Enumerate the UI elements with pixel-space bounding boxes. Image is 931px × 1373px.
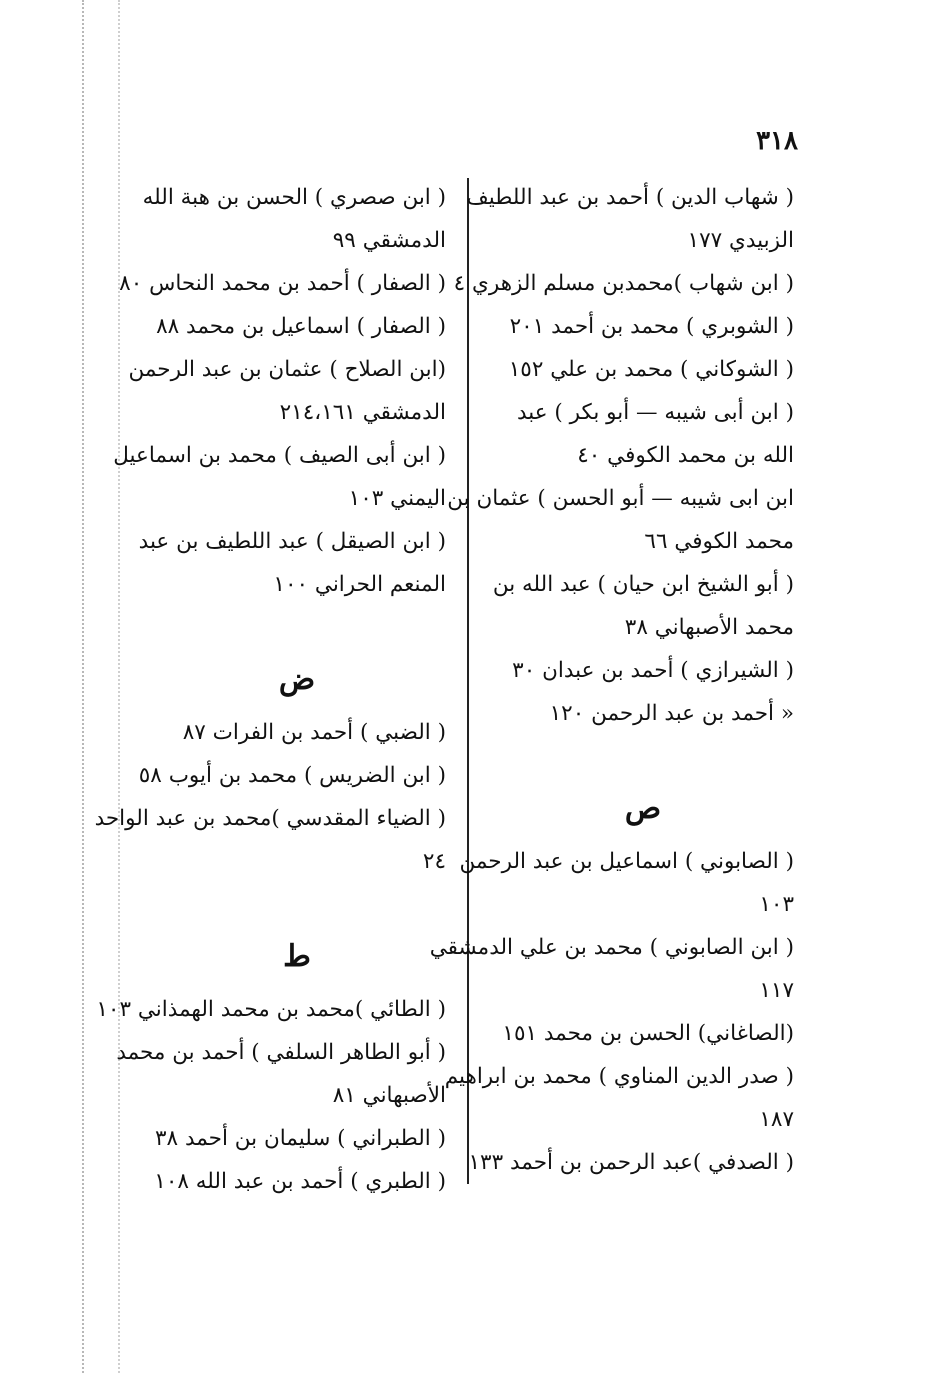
index-entry: ( أبو الطاهر السلفي ) أحمد بن محمد (116, 1040, 446, 1065)
index-entry: ( الصابوني ) اسماعيل بن عبد الرحمن (459, 849, 794, 874)
index-entry: ( الطبراني ) سليمان بن أحمد ٣٨ (155, 1126, 446, 1151)
index-entry: ( ابن الصابوني ) محمد بن علي الدمشقي (429, 935, 794, 960)
index-entry: اليمني ١٠٣ (348, 486, 446, 511)
index-entry: ( الضياء المقدسي )محمد بن عبد الواحد (94, 806, 446, 831)
index-entry: ( الطائي )محمد بن محمد الهمذاني ١٠٣ (96, 997, 446, 1022)
index-entry: (الصاغاني) الحسن بن محمد ١٥١ (502, 1021, 794, 1046)
index-entry: ( صدر الدين المناوي ) محمد بن ابراهيم (444, 1064, 794, 1089)
index-entry: ابن ابى شيبه — أبو الحسن ) عثمان بن (447, 486, 794, 511)
scan-margin-dots (118, 0, 120, 1373)
section-letter-heading: ط (283, 939, 311, 974)
index-entry: المنعم الحراني ١٠٠ (273, 572, 446, 597)
spacer (148, 883, 446, 926)
index-entry: ( الشيرازي ) أحمد بن عبدان ٣٠ (512, 658, 794, 683)
index-entry: ( الصدفي )عبد الرحمن بن أحمد ١٣٣ (468, 1150, 794, 1175)
index-entry: ( ابن أبى الصيف ) محمد بن اسماعيل (113, 443, 446, 468)
section-letter-heading: ص (624, 791, 662, 826)
index-column-left (94, 176, 446, 1203)
index-entry: الدمشقي ٢١٤،١٦١ (279, 400, 446, 425)
index-entry: (ابن الصلاح ) عثمان بن عبد الرحمن (128, 357, 446, 382)
index-entry: ( ابن أبى شيبه — أبو بكر ) عبد (516, 400, 794, 425)
index-entry: ( أبو الشيخ ابن حيان ) عبد الله بن (492, 572, 794, 597)
index-entry: ( ابن الضريس ) محمد بن أيوب ٥٨ (138, 763, 446, 788)
section-letter-heading: ض (278, 662, 316, 697)
index-entry: ( الضبي ) أحمد بن الفرات ٨٧ (182, 720, 446, 745)
index-entry: ١١٧ (759, 978, 794, 1003)
index-entry: الله بن محمد الكوفي ٤٠ (577, 443, 794, 468)
index-entry: الزبيدي ١٧٧ (687, 228, 794, 253)
index-entry: ( شهاب الدين ) أحمد بن عبد اللطيف (466, 185, 794, 210)
column-divider (467, 178, 469, 1184)
spacer (148, 606, 446, 649)
index-entry: الأصبهاني ٨١ (332, 1083, 446, 1108)
spacer (492, 735, 794, 778)
index-entry: محمد الأصبهاني ٣٨ (624, 615, 794, 640)
index-entry: ( الصفار ) اسماعيل بن محمد ٨٨ (156, 314, 446, 339)
scan-margin-dots (82, 0, 84, 1373)
index-entry: ( الصفار ) أحمد بن محمد النحاس ٨٠ (119, 271, 446, 296)
index-entry: ١٠٣ (759, 892, 794, 917)
index-entry: ( الطبري ) أحمد بن عبد الله ١٠٨ (154, 1169, 446, 1194)
index-entry: محمد الكوفي ٦٦ (644, 529, 794, 554)
index-entry: ( ابن الصيقل ) عبد اللطيف بن عبد (138, 529, 446, 554)
index-entry: ( الشوكاني ) محمد بن علي ١٥٢ (508, 357, 794, 382)
index-entry: ٢٤ (422, 849, 446, 874)
index-entry: ( ابن شهاب )محمدبن مسلم الزهري ٤ (453, 271, 794, 296)
index-entry: « أحمد بن عبد الرحمن ١٢٠ (549, 701, 794, 726)
index-entry: ( الشوبري ) محمد بن أحمد ٢٠١ (509, 314, 794, 339)
page-number: ٣١٨ (756, 126, 798, 156)
index-entry: ( ابن صصري ) الحسن بن هبة الله (142, 185, 446, 210)
index-entry: ١٨٧ (759, 1107, 794, 1132)
index-entry: الدمشقي ٩٩ (332, 228, 446, 253)
